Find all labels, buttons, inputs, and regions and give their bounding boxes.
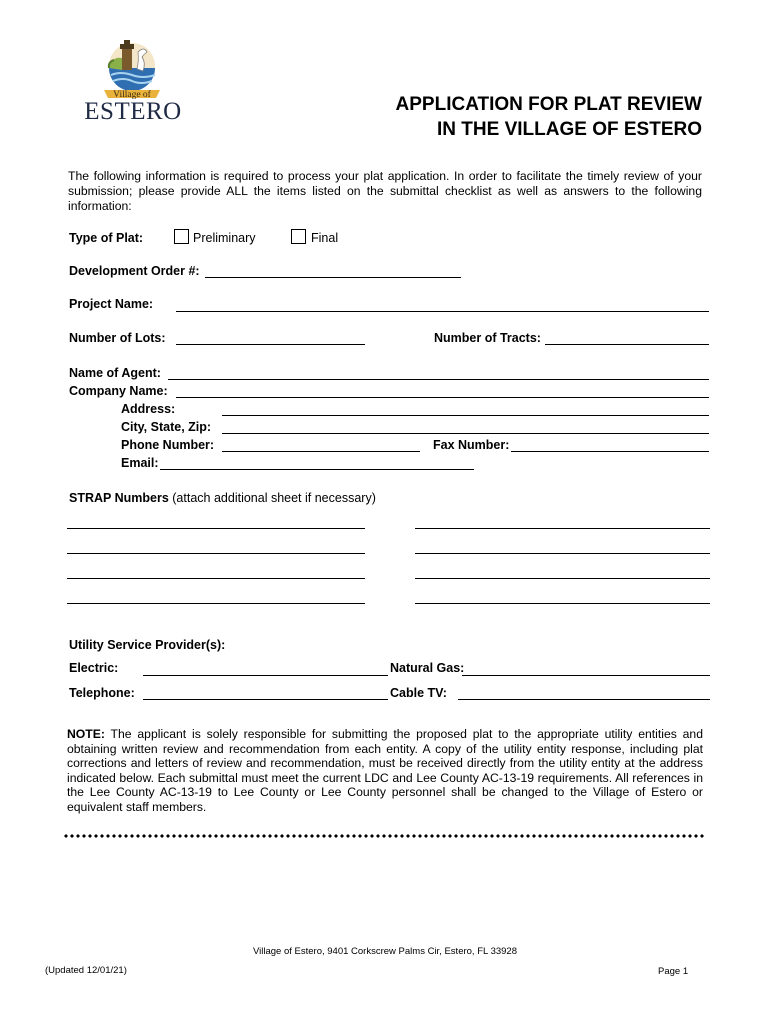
page-title-line1: APPLICATION FOR PLAT REVIEW: [395, 94, 702, 115]
number-of-tracts-label: Number of Tracts:: [434, 331, 541, 345]
telephone-label: Telephone:: [69, 686, 135, 700]
strap-field-left-1[interactable]: [67, 528, 365, 529]
dotted-separator: [63, 834, 704, 838]
address-field[interactable]: [222, 415, 709, 416]
company-name-field[interactable]: [176, 397, 709, 398]
development-order-label: Development Order #:: [69, 264, 200, 278]
number-of-lots-label: Number of Lots:: [69, 331, 166, 345]
strap-label: STRAP Numbers: [69, 491, 169, 505]
project-name-label: Project Name:: [69, 297, 154, 311]
electric-field[interactable]: [143, 675, 388, 676]
footer-updated: (Updated 12/01/21): [45, 965, 127, 976]
utility-heading: Utility Service Provider(s):: [69, 638, 226, 652]
strap-field-left-2[interactable]: [67, 553, 365, 554]
note-text: The applicant is solely responsible for submitting the proposed plat to the appropriate utility entities and obtaining written review and recommendation from each entity. A copy of the utility entity response, including plat corrections and letters of review and recommendation, must be received directly from the utility entity at the address indicated below. Each submittal must meet the current LDC and Lee County AC-13-19 requirements. All references in the Lee County AC-13-19 to Lee County or Lee County personnel shall be changed to the Village of Estero or equivalent staff members.: [67, 727, 703, 814]
telephone-field[interactable]: [143, 699, 388, 700]
footer-address: Village of Estero, 9401 Corkscrew Palms Cir, Estero, FL 33928: [252, 946, 517, 957]
agent-name-label: Name of Agent:: [69, 366, 161, 380]
phone-label: Phone Number:: [121, 438, 215, 452]
preliminary-label: Preliminary: [193, 231, 256, 245]
number-of-tracts-field[interactable]: [545, 344, 709, 345]
company-name-label: Company Name:: [69, 384, 168, 398]
final-label: Final: [311, 231, 339, 245]
page-title-line2: IN THE VILLAGE OF ESTERO: [437, 119, 702, 140]
strap-field-left-3[interactable]: [67, 578, 365, 579]
project-name-field[interactable]: [176, 311, 709, 312]
natural-gas-label: Natural Gas:: [390, 661, 465, 675]
cable-tv-label: Cable TV:: [390, 686, 447, 700]
email-label: Email:: [121, 456, 159, 470]
strap-field-right-1[interactable]: [415, 528, 710, 529]
intro-paragraph: The following information is required to process your plat application. In order to facilitate the timely review of your submission; please provide ALL the items listed on the submittal checklist as well as answers to the following information:: [68, 169, 702, 213]
logo-wordmark: ESTERO: [84, 98, 182, 125]
fax-field[interactable]: [511, 451, 709, 452]
note-label: NOTE:: [67, 727, 105, 741]
development-order-field[interactable]: [205, 277, 461, 278]
agent-name-field[interactable]: [168, 379, 709, 380]
number-of-lots-field[interactable]: [176, 344, 365, 345]
footer-page-number: Page 1: [658, 966, 689, 977]
final-checkbox[interactable]: [291, 229, 306, 244]
electric-label: Electric:: [69, 661, 119, 675]
address-label: Address:: [121, 402, 176, 416]
strap-field-left-4[interactable]: [67, 603, 365, 604]
strap-field-right-4[interactable]: [415, 603, 710, 604]
strap-field-right-2[interactable]: [415, 553, 710, 554]
note-paragraph: [67, 727, 703, 815]
type-of-plat-label: Type of Plat:: [69, 231, 144, 245]
strap-note: (attach additional sheet if necessary): [168, 491, 376, 505]
cable-tv-field[interactable]: [458, 699, 710, 700]
city-state-zip-label: City, State, Zip:: [121, 420, 212, 434]
logo-top-text: Village of: [113, 90, 151, 100]
phone-field[interactable]: [222, 451, 420, 452]
preliminary-checkbox[interactable]: [174, 229, 189, 244]
strap-field-right-3[interactable]: [415, 578, 710, 579]
fax-label: Fax Number:: [433, 438, 510, 452]
village-logo: [78, 38, 186, 132]
strap-heading: [69, 491, 376, 505]
natural-gas-field[interactable]: [462, 675, 710, 676]
city-state-zip-field[interactable]: [222, 433, 709, 434]
email-field[interactable]: [160, 469, 474, 470]
